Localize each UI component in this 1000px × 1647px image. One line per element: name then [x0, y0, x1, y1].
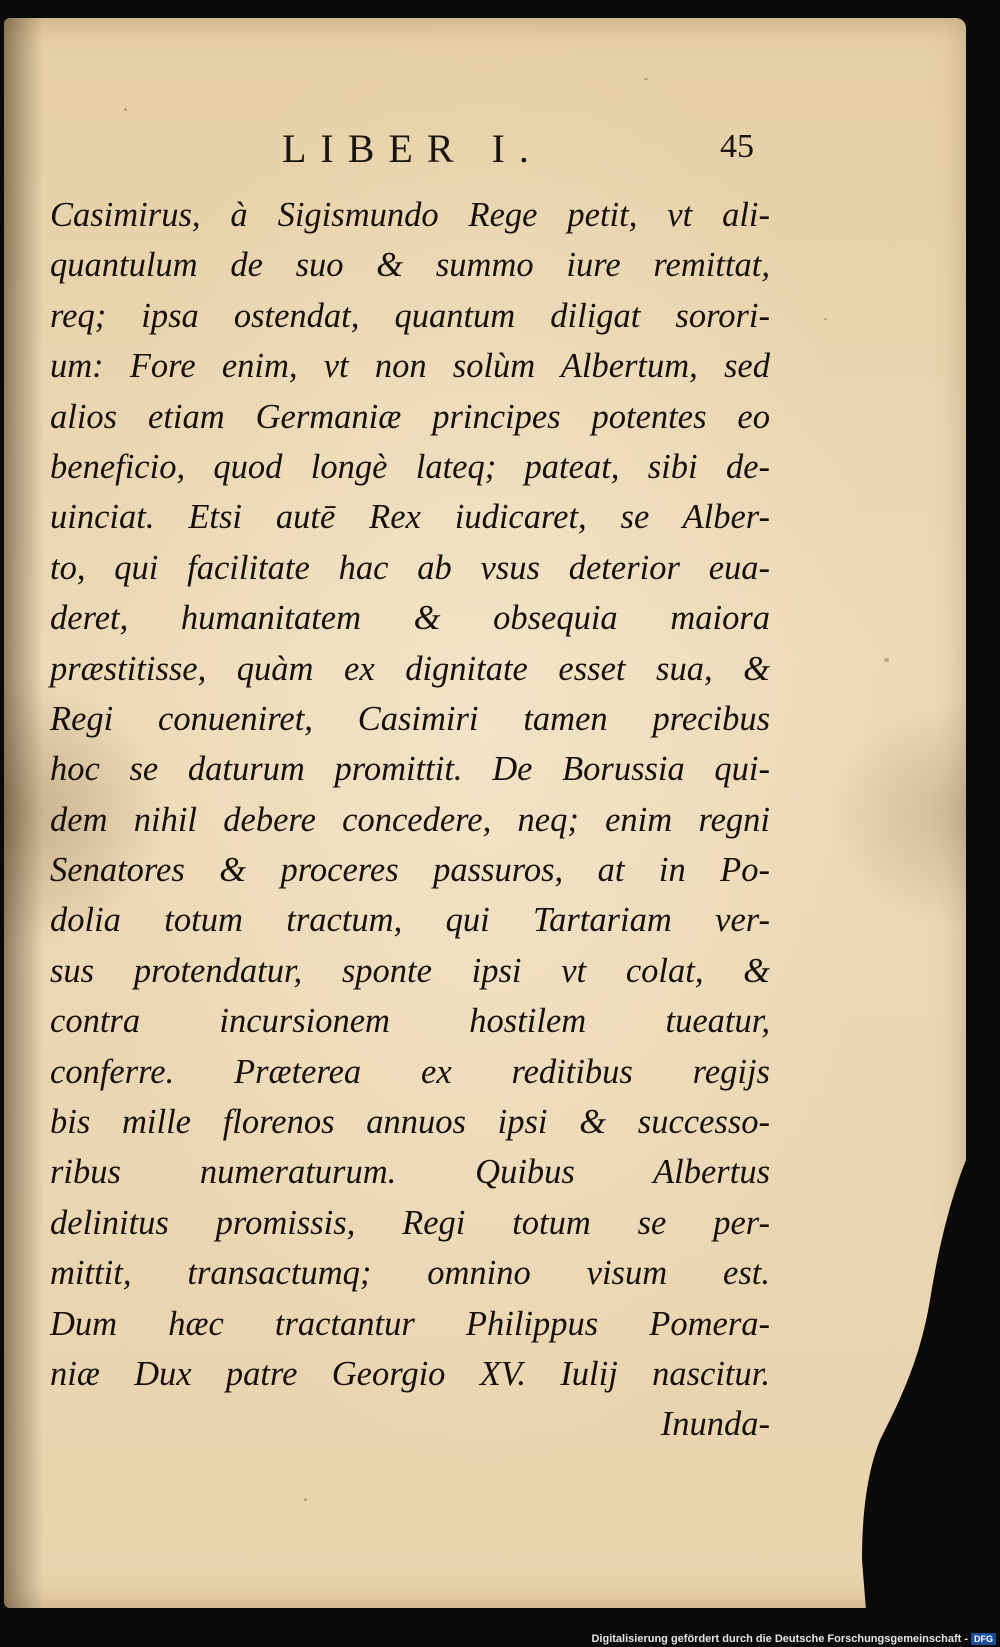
body-text: [50, 190, 770, 1450]
text-line: sus protendatur, sponte ipsi vt colat, &: [50, 951, 770, 990]
funding-notice: Digitalisierung gefördert durch die Deutsche Forschungsgemeinschaft -: [591, 1632, 968, 1645]
text-line: contra incursionem hostilem tueatur,: [50, 1002, 770, 1041]
gutter-shadow: [4, 18, 44, 1608]
paper-speck: [884, 658, 889, 662]
dfg-logo-icon: DFG: [971, 1633, 996, 1645]
text-line: mittit, transactumq; omnino visum est.: [50, 1254, 770, 1293]
paper-speck: [124, 108, 127, 111]
text-line: bis mille florenos annuos ipsi & successo-: [50, 1103, 770, 1142]
text-line: Casimirus, à Sigismundo Rege petit, vt ali-: [50, 196, 770, 234]
text-line: dem nihil debere concedere, neq; enim regni: [50, 800, 770, 839]
text-line: alios etiam Germaniæ principes potentes eo: [50, 397, 770, 436]
text-line: deret, humanitatem & obsequia maiora: [50, 599, 770, 638]
text-line: quantulum de suo & summo iure remittat,: [50, 246, 770, 285]
text-line: conferre. Præterea ex reditibus regijs: [50, 1052, 770, 1091]
text-line: præstitisse, quàm ex dignitate esset sua, &: [50, 649, 770, 688]
text-line: beneficio, quod longè lateq; pateat, sibi de-: [50, 447, 770, 486]
running-head: LIBER I.: [282, 126, 543, 171]
text-line: uinciat. Etsi autē Rex iudicaret, se Alber-: [50, 498, 770, 537]
text-line: req; ipsa ostendat, quantum diligat sorori-: [50, 296, 770, 335]
page-number: 45: [720, 128, 754, 165]
text-line: um: Fore enim, vt non solùm Albertum, sed: [50, 347, 770, 386]
paper-speck: [824, 318, 827, 320]
text-line: niæ Dux patre Georgio XV. Iulij nascitur.: [50, 1354, 770, 1393]
text-line: delinitus promissis, Regi totum se per-: [50, 1203, 770, 1242]
text-line: dolia totum tractum, qui Tartariam ver-: [50, 901, 770, 940]
text-line: hoc se daturum promittit. De Borussia qui-: [50, 750, 770, 789]
text-line: ribus numeraturum. Quibus Albertus: [50, 1153, 770, 1192]
text-line: Dum hæc tractantur Philippus Pomera-: [50, 1304, 770, 1343]
text-line: Regi conueniret, Casimiri tamen precibus: [50, 699, 770, 738]
text-line: Inunda-: [660, 1405, 770, 1444]
footer-bar: [583, 1630, 1000, 1647]
text-line: to, qui facilitate hac ab vsus deterior eua-: [50, 548, 770, 587]
text-line: Senatores & proceres passuros, at in Po-: [50, 851, 770, 890]
paper-speck: [644, 78, 648, 80]
paper-speck: [304, 1498, 307, 1501]
